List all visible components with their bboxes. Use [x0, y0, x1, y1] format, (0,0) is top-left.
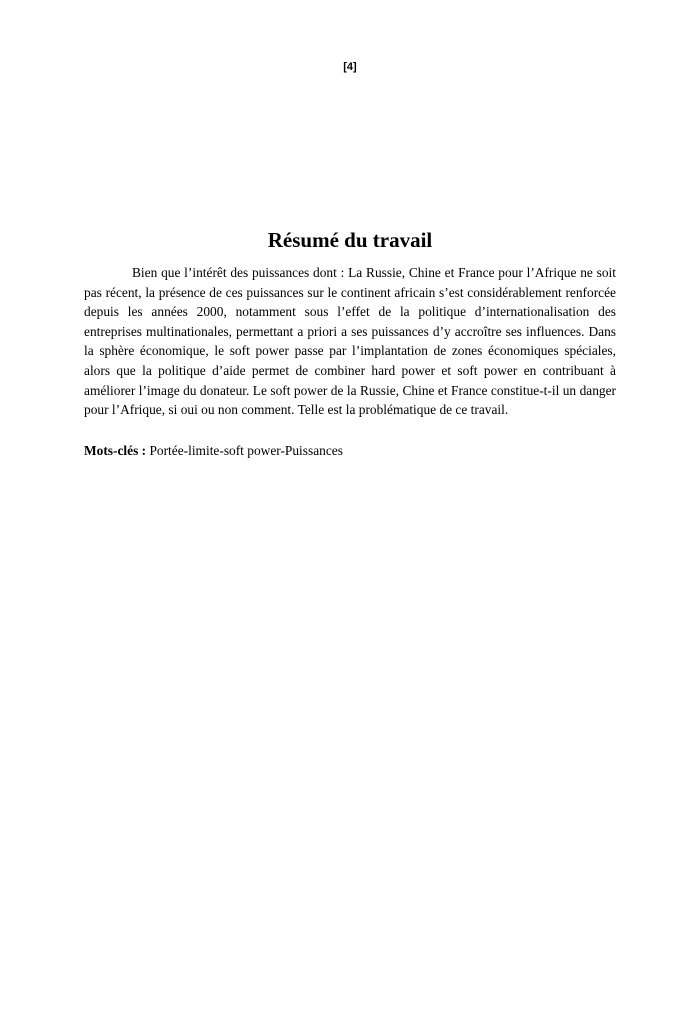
section-title: Résumé du travail [267, 228, 433, 252]
keywords-label: Mots-clés : [84, 443, 147, 458]
page-number: [4] [343, 61, 357, 73]
abstract-paragraph: Bien que l’intérêt des puissances dont : La Russie, Chine et France pour l’Afrique ne soit pas récent, la présence de ces puissances sur le continent africain s’est considérablement renforcée depuis les années 2000, notamment sous l’effet de la politique d’internationalisation des entreprises multinationales, permettant a priori a ses puissances d’y accroître ses influences. Dans la sphère économique, le soft power passe par l’implantation de zones économiques spéciales, alors que la politique d’aide permet de combiner hard power et soft power en contribuant à améliorer l’image du donateur. Le soft power de la Russie, Chine et France constitue-t-il un danger pour l’Afrique, si oui ou non comment. Telle est la problématique de ce travail. [84, 265, 616, 418]
keywords-text: Portée-limite-soft power-Puissances [149, 443, 343, 458]
keywords-line [84, 441, 616, 461]
